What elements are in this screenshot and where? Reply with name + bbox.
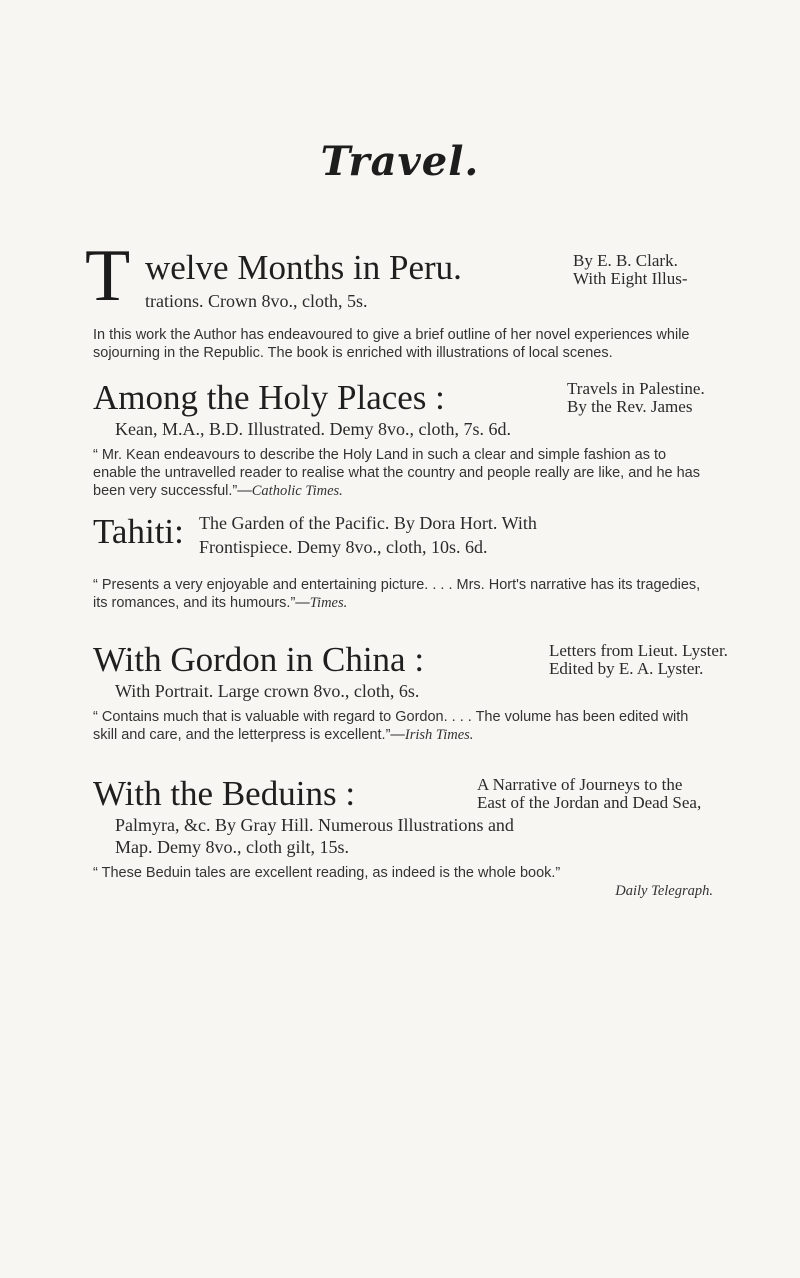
book-title: Among the Holy Places : <box>93 378 445 417</box>
review-text: “ These Beduin tales are excellent reading, as indeed is the whole book.” <box>93 865 561 881</box>
review-source: Irish Times. <box>404 727 474 743</box>
book-subtitle: Letters from Lieut. Lyster. <box>549 641 728 660</box>
book-description <box>93 326 713 362</box>
book-details: trations. Crown 8vo., cloth, 5s. <box>145 291 368 311</box>
review-text: “ Contains much that is valuable with regard to Gordon. . . . The volume has been edited with skill and care, and the letterpress is excellent.”— <box>93 709 689 743</box>
book-details: With Portrait. Large crown 8vo., cloth, 6s. <box>115 681 420 701</box>
review-source-line <box>93 882 713 900</box>
review-text: “ Presents a very enjoyable and entertaining picture. . . . Mrs. Hort's narrative has its tragedies, its romances, and its humours.”— <box>93 577 701 611</box>
book-review <box>93 708 713 744</box>
book-details: With Eight Illus- <box>573 269 688 288</box>
book-title: With Gordon in China : <box>93 640 425 679</box>
book-subtitle: Travels in Palestine. <box>567 379 705 398</box>
book-title: Tahiti: <box>93 512 184 551</box>
book-entry-gordon <box>93 640 728 744</box>
book-title: welve Months in Peru. <box>145 248 462 287</box>
book-author: Edited by E. A. Lyster. <box>549 659 704 678</box>
book-details: Frontispiece. Demy 8vo., cloth, 10s. 6d. <box>199 537 488 557</box>
book-review <box>93 576 713 612</box>
review-text: “ Mr. Kean endeavours to describe the Holy Land in such a clear and simple fashion as to enable the untravelled reader to realise what the country and people really are like, and he has been very successful.”— <box>93 447 700 499</box>
book-entry-holy-places <box>93 378 713 500</box>
book-details: Kean, M.A., B.D. Illustrated. Demy 8vo., cloth, 7s. 6d. <box>115 419 511 439</box>
book-author: By the Rev. James <box>567 397 693 416</box>
book-details-cont: Map. Demy 8vo., cloth gilt, 15s. <box>115 837 349 857</box>
book-subtitle: The Garden of the Pacific. By Dora Hort. With <box>199 513 537 533</box>
review-source: Catholic Times. <box>251 483 343 499</box>
page-heading: Travel. <box>320 138 480 185</box>
drop-cap: T <box>85 235 131 317</box>
book-review <box>93 864 713 882</box>
description-text: In this work the Author has endeavoured to give a brief outline of her novel experiences while sojourning in the Republic. The book is enriched with illustrations of local scenes. <box>93 327 690 361</box>
review-source: Daily Telegraph. <box>615 883 713 899</box>
book-review <box>93 446 713 500</box>
book-subtitle-cont: East of the Jordan and Dead Sea, <box>477 793 702 812</box>
book-title: With the Beduins : <box>93 774 356 813</box>
review-source: Times. <box>309 595 348 611</box>
book-entry-beduins <box>93 774 713 900</box>
book-entry-peru <box>85 235 713 362</box>
book-details: Palmyra, &c. By Gray Hill. Numerous Illustrations and <box>115 815 514 835</box>
book-subtitle: A Narrative of Journeys to the <box>477 775 683 794</box>
book-author: By E. B. Clark. <box>573 251 678 270</box>
